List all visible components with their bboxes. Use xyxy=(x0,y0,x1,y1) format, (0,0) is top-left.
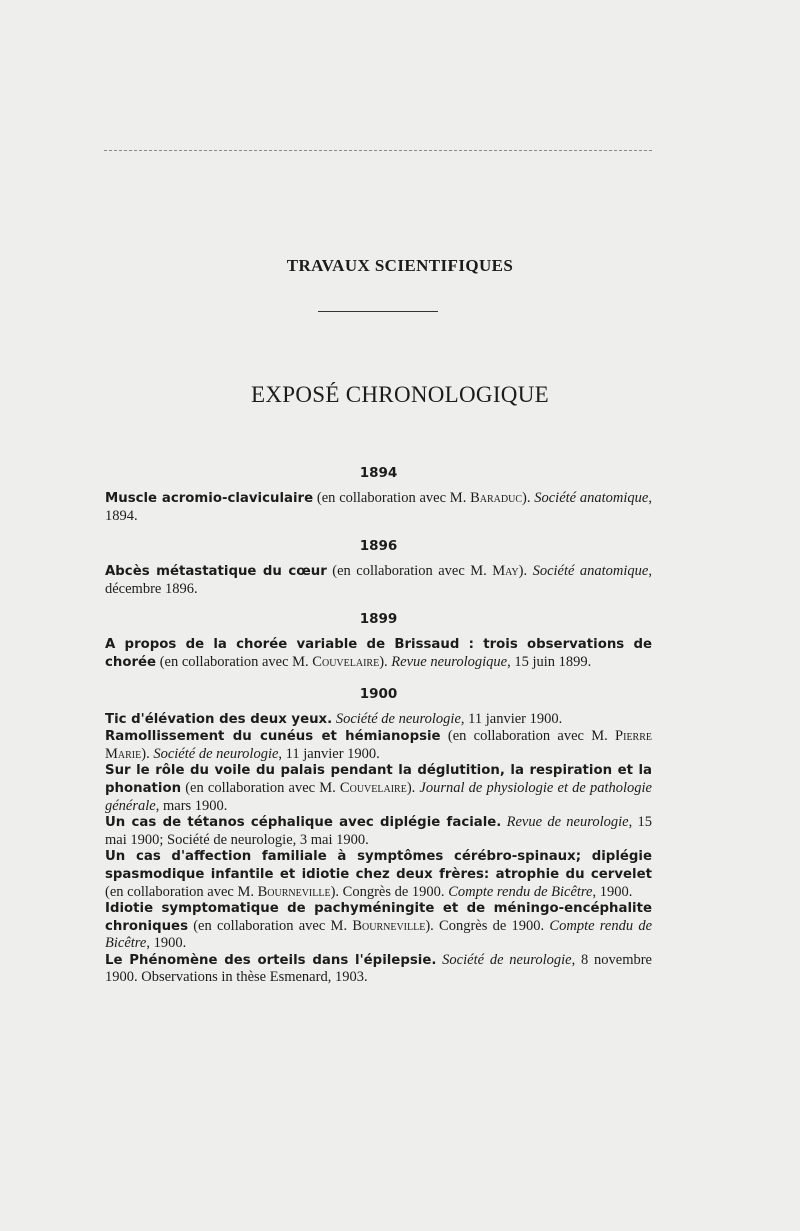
journal-name: Revue de neurologie xyxy=(506,814,629,831)
title-rule xyxy=(318,311,438,312)
year-heading: 1899 xyxy=(359,611,398,628)
journal-name: Compte rendu de Bicêtre xyxy=(105,917,653,952)
entry-title: A propos de la chorée variable de Brissaud : trois observations de chorée xyxy=(105,637,652,670)
publication-entry: A propos de la chorée variable de Brissaud : trois observations de chorée (en collaboration avec M. Couvelaire). Revue neurologique, 15 juin 1899. xyxy=(105,637,652,670)
year-heading: 1896 xyxy=(359,538,398,555)
publication-entry: Un cas d'affection familiale à symptômes cérébro-spinaux; diplégie spasmodique infantile et idiotie chez deux frères: atrophie du cervelet (en collaboration avec M. Bourneville). Congrès de 1900. Compte rendu de Bicêtre, 1900. xyxy=(105,849,652,900)
publication-entry: Abcès métastatique du cœur (en collaboration avec M. May). Société anatomique, décembre 1896. xyxy=(105,563,652,597)
year-heading: 1894 xyxy=(359,465,398,481)
entry-title: Le Phénomène des orteils dans l'épilepsie. xyxy=(105,952,437,968)
entry-title: Sur le rôle du voile du palais pendant la déglutition, la respiration et la phonation xyxy=(105,763,652,796)
publication-entry: Tic d'élévation des deux yeux. Société de neurologie, 11 janvier 1900. xyxy=(105,710,563,727)
chronology xyxy=(105,462,652,986)
journal-name: Société anatomique xyxy=(532,563,649,580)
publication-entry: Idiotie symptomatique de pachyméningite et de méningo-encéphalite chroniques (en collaboration avec M. Bourneville). Congrès de 1900. Compte rendu de Bicêtre, 1900. xyxy=(105,901,653,952)
entry-title: Abcès métastatique du cœur xyxy=(105,564,327,580)
journal-name: Revue neurologique xyxy=(391,653,508,670)
header-rule xyxy=(104,150,652,151)
entry-title: Un cas d'affection familiale à symptômes cérébro-spinaux; diplégie spasmodique infantile et idiotie chez deux frères: atrophie du cervelet xyxy=(105,849,652,882)
page-title: TRAVAUX SCIENTIFIQUES xyxy=(286,256,514,275)
journal-name: Société de neurologie xyxy=(335,710,461,727)
journal-name: Compte rendu de Bicêtre xyxy=(448,883,593,900)
entry-title: Idiotie symptomatique de pachyméningite et de méningo-encéphalite chroniques xyxy=(105,901,652,934)
journal-name: Journal de physiologie et de pathologie générale xyxy=(105,779,652,814)
journal-name: Société de neurologie xyxy=(442,951,572,968)
entry-title: Ramollissement du cunéus et hémianopsie xyxy=(105,729,441,745)
publication-entry: Le Phénomène des orteils dans l'épilepsie. Société de neurologie, 8 novembre 1900. Observations in thèse Esmenard, 1903. xyxy=(105,951,652,986)
entry-title: Muscle acromio-claviculaire xyxy=(105,491,314,506)
publication-entry: Muscle acromio-claviculaire (en collaboration avec M. Baraduc). Société anatomique, 1894. xyxy=(105,490,652,524)
entry-title: Un cas de tétanos céphalique avec diplégie faciale. xyxy=(105,815,502,831)
entry-title: Tic d'élévation des deux yeux. xyxy=(105,711,333,727)
year-heading: 1900 xyxy=(359,685,398,702)
publication-entry: Ramollissement du cunéus et hémianopsie (en collaboration avec M. Pierre Marie). Société de neurologie, 11 janvier 1900. xyxy=(105,728,652,762)
publication-entry: Un cas de tétanos céphalique avec diplégie faciale. Revue de neurologie, 15 mai 1900; Société de neurologie, 3 mai 1900. xyxy=(105,814,652,848)
publication-entry: Sur le rôle du voile du palais pendant la déglutition, la respiration et la phonation (en collaboration avec M. Couvelaire). Journal de physiologie et de pathologie générale, mars 1900. xyxy=(105,763,652,814)
journal-name: Société de neurologie xyxy=(153,745,279,762)
journal-name: Société anatomique xyxy=(534,490,649,506)
section-title: EXPOSÉ CHRONOLOGIQUE xyxy=(251,382,549,407)
